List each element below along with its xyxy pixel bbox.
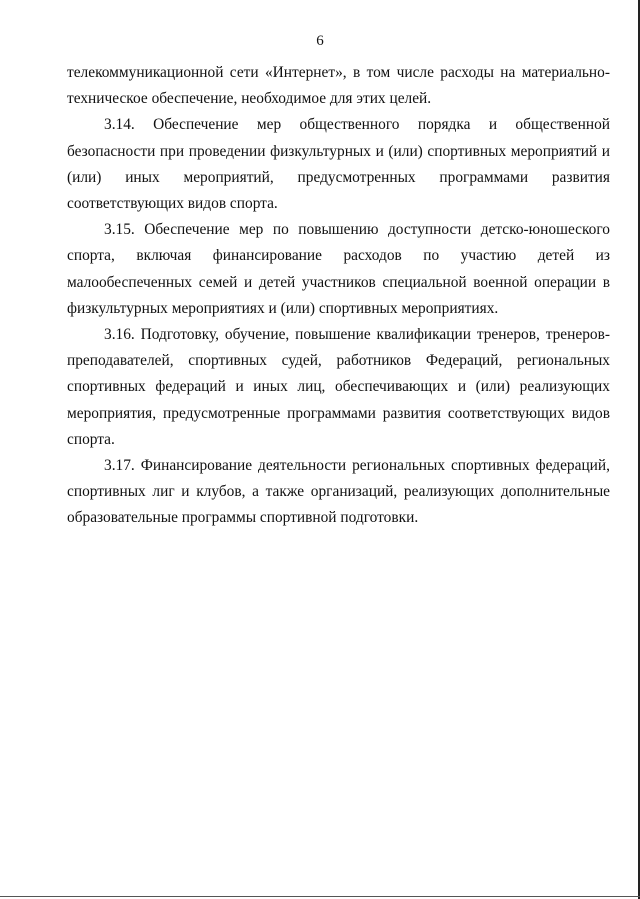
paragraph-3-14: 3.14. Обеспечение мер общественного порядка и общественной безопасности при проведении физкультурных и (или) спортивных мероприятий и (или) иных мероприятий, предусмотренных программами развития соответствующих видов спорта. [67,116,610,213]
page-number: 6 [316,33,324,49]
paragraph-3-17: 3.17. Финансирование деятельности региональных спортивных федераций, спортивных лиг и клубов, а также организаций, реализующих дополнительные образовательные программы спортивной подготовки. [67,457,610,527]
paragraph-continuation: телекоммуникационной сети «Интернет», в том числе расходы на материально-техническое обеспечение, необходимое для этих целей. [67,64,610,108]
document-body [67,60,610,532]
page-bottom-edge [0,896,640,897]
paragraph-3-16: 3.16. Подготовку, обучение, повышение квалификации тренеров, тренеров-преподавателей, спортивных судей, работников Федераций, региональных спортивных федераций и иных лиц, обеспечивающих и (или) реализующих мероприятия, предусмотренные программами развития соответствующих видов спорта. [67,326,610,448]
paragraph-3-15: 3.15. Обеспечение мер по повышению доступности детско-юношеского спорта, включая финансирование расходов по участию детей из малообеспеченных семей и детей участников специальной военной операции в физкультурных мероприятиях и (или) спортивных мероприятиях. [67,221,610,317]
